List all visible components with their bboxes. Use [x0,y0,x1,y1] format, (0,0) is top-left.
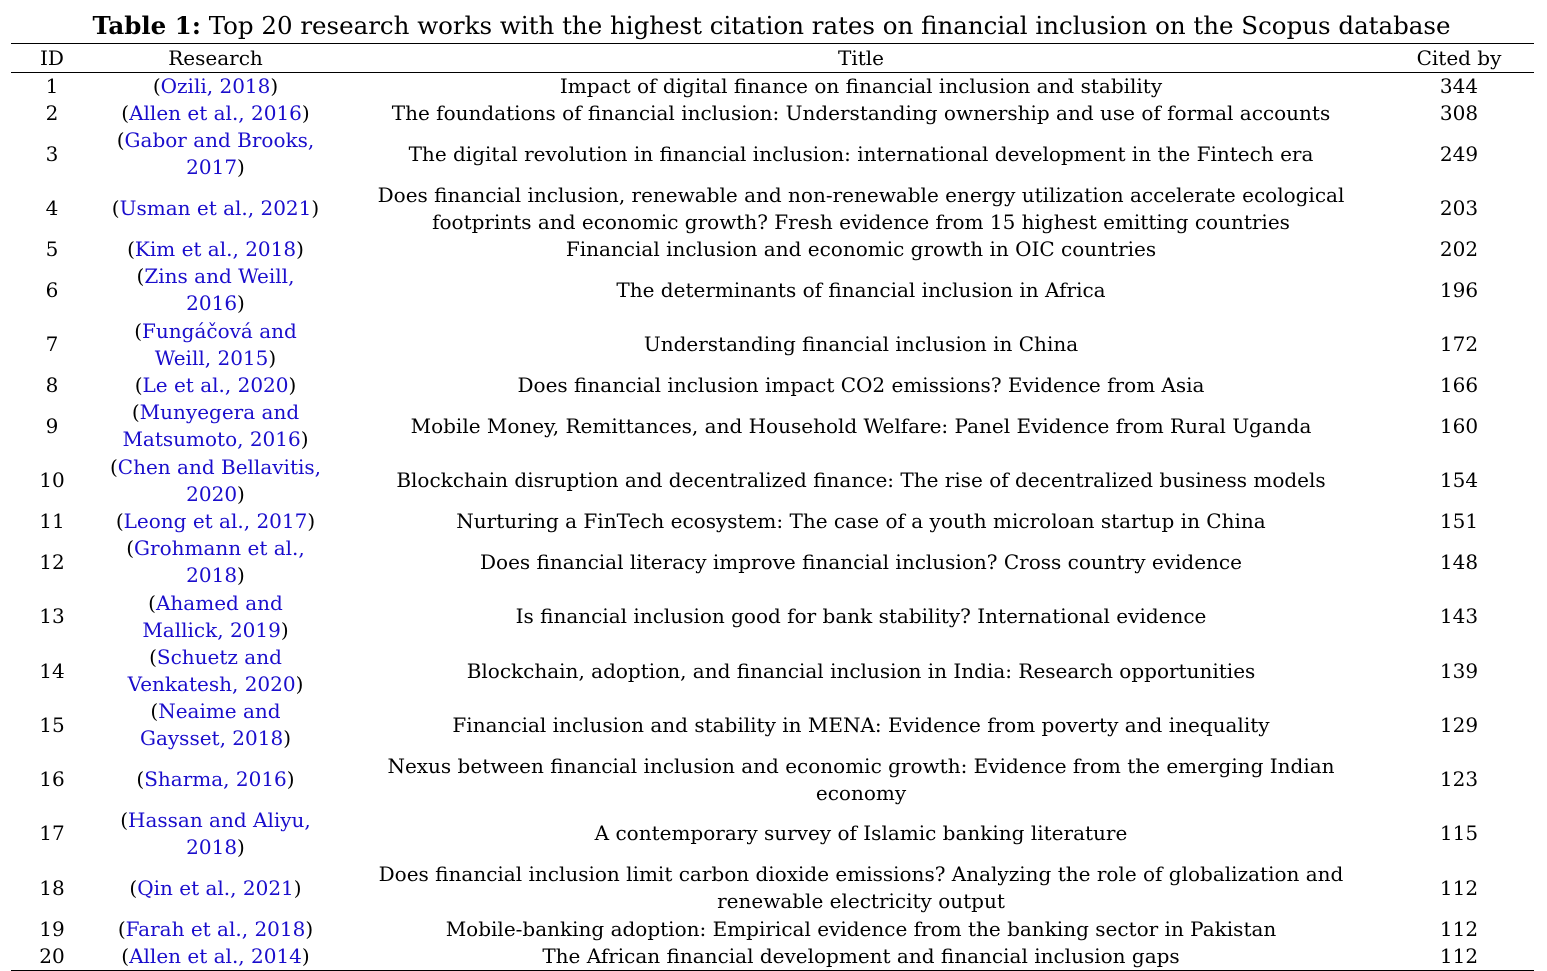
table-row [11,263,1534,317]
citation-link[interactable]: Ozili, 2018 [160,74,271,98]
research-title: Financial inclusion and economic growth in OIC countries [565,237,1157,262]
close-paren: ) [301,101,310,126]
citation-link[interactable]: Allen et al., 2014 [129,943,302,968]
research-reference[interactable] [93,236,338,263]
citation-link[interactable]: Farah et al., 2018 [125,916,306,941]
research-reference[interactable] [93,263,338,317]
close-paren: ) [300,427,309,452]
row-id: 5 [45,237,59,262]
close-paren: ) [283,726,292,751]
table-row [11,318,1534,372]
research-reference[interactable] [93,861,338,915]
research-title: Nurturing a FinTech ecosystem: The case of a youth microloan startup in China [456,509,1266,533]
research-reference[interactable] [93,318,338,372]
research-reference[interactable] [93,698,338,752]
open-paren: ( [136,767,145,792]
table-label: Table 1: [92,11,201,40]
research-title: Does financial literacy improve financial inclusion? Cross country evidence [480,549,1242,574]
close-paren: ) [305,916,314,941]
research-title: Is financial inclusion good for bank stability? International evidence [515,604,1207,629]
table-row [11,807,1534,861]
table-row [11,182,1534,236]
cited-by-count: 129 [1439,712,1479,737]
research-reference[interactable] [93,508,338,535]
citation-link[interactable]: Fungáčová and Weill, 2015 [142,318,297,370]
row-id: 1 [45,74,59,98]
research-reference[interactable] [93,73,338,101]
citation-link[interactable]: Sharma, 2016 [144,767,287,792]
research-title: Blockchain, adoption, and financial inclusion in India: Research opportunities [466,658,1256,683]
citation-link[interactable]: Zins and Weill, 2016 [144,264,295,316]
table-row [11,399,1534,453]
close-paren: ) [301,943,310,968]
row-id: 14 [39,658,65,683]
research-title: The determinants of financial inclusion in Africa [616,277,1106,302]
cited-by-count: 112 [1439,875,1479,900]
citation-link[interactable]: Leong et al., 2017 [123,509,308,533]
row-id: 3 [45,141,59,166]
citation-link[interactable]: Chen and Bellavitis, 2020 [117,454,322,506]
table-body [11,73,1534,971]
close-paren: ) [237,834,245,859]
cited-by-count: 202 [1439,237,1479,262]
open-paren: ( [149,645,157,670]
cited-by-count: 148 [1439,549,1479,574]
research-title: Does financial inclusion limit carbon dioxide emissions? Analyzing the role of globalization and renewable electricity output [378,862,1344,914]
citations-table [11,43,1534,971]
cited-by-count: 203 [1439,196,1479,221]
cited-by-count: 112 [1439,916,1479,941]
row-id: 8 [45,373,59,398]
table-caption [0,11,1543,41]
citation-link[interactable]: Allen et al., 2016 [129,101,302,126]
open-paren: ( [129,875,138,900]
citation-link[interactable]: Ahamed and Mallick, 2019 [142,590,283,642]
open-paren: ( [134,318,142,343]
research-reference[interactable] [93,399,338,453]
open-paren: ( [134,373,143,398]
research-title: Does financial inclusion, renewable and non-renewable energy utilization accelerate ecological footprints and economic growth? Fresh evidence from 15 highest emitting countries [377,182,1345,234]
cited-by-count: 160 [1439,413,1479,438]
citation-link[interactable]: Usman et al., 2021 [119,196,312,221]
open-paren: ( [111,196,120,221]
citation-link[interactable]: Hassan and Aliyu, 2018 [128,807,311,859]
close-paren: ) [288,373,297,398]
open-paren: ( [121,101,130,126]
close-paren: ) [268,345,277,370]
close-paren: ) [237,481,245,506]
open-paren: ( [116,128,125,153]
close-paren: ) [307,509,316,533]
row-id: 18 [39,875,65,900]
research-reference[interactable] [93,753,338,807]
column-header-research: Research [168,45,263,70]
research-title: Financial inclusion and stability in MENA: Evidence from poverty and inequality [452,712,1270,737]
research-reference[interactable] [93,535,338,589]
open-paren: ( [152,74,161,98]
table-caption-text: Top 20 research works with the highest citation rates on financial inclusion on the Scopus database [200,11,1451,40]
open-paren: ( [117,916,126,941]
close-paren: ) [237,563,245,588]
research-title: The African financial development and financial inclusion gaps [542,943,1180,968]
column-header-id: ID [40,45,64,70]
cited-by-count: 123 [1439,767,1479,792]
citation-link[interactable]: Qin et al., 2021 [137,875,294,900]
open-paren: ( [121,943,130,968]
citation-link[interactable]: Munyegera and Matsumoto, 2016 [122,400,301,452]
research-reference[interactable] [93,372,338,399]
research-reference[interactable] [93,454,338,508]
column-header-cited-by: Cited by [1416,45,1502,70]
cited-by-count: 115 [1439,821,1479,846]
open-paren: ( [115,509,124,533]
open-paren: ( [150,699,159,724]
close-paren: ) [295,672,304,697]
cited-by-count: 166 [1439,373,1479,398]
research-reference[interactable] [93,589,338,643]
row-id: 7 [45,332,59,357]
research-title: The digital revolution in financial inclusion: international development in the Fintech era [408,141,1314,166]
citation-link[interactable]: Le et al., 2020 [142,373,289,398]
research-title: Blockchain disruption and decentralized finance: The rise of decentralized business models [396,468,1326,493]
row-id: 4 [45,196,59,221]
row-id: 20 [39,943,65,968]
close-paren: ) [293,875,302,900]
table-row [11,100,1534,127]
row-id: 13 [39,604,65,629]
cited-by-count: 172 [1439,332,1479,357]
row-id: 19 [39,916,65,941]
open-paren: ( [131,400,140,425]
research-title: Mobile-banking adoption: Empirical evidence from the banking sector in Pakistan [445,916,1277,941]
cited-by-count: 308 [1439,101,1479,126]
citation-link[interactable]: Schuetz and Venkatesh, 2020 [127,645,296,697]
table-row [11,644,1534,698]
table-row [11,943,1534,971]
cited-by-count: 112 [1439,943,1479,968]
row-id: 6 [45,277,59,302]
table-header-row [11,44,1534,73]
open-paren: ( [136,264,145,289]
research-title: Impact of digital finance on financial inclusion and stability [559,74,1163,98]
close-paren: ) [311,196,320,221]
row-id: 10 [39,468,65,493]
research-title: Does financial inclusion impact CO2 emissions? Evidence from Asia [517,373,1205,398]
research-reference[interactable] [93,915,338,942]
table-row [11,861,1534,915]
research-reference[interactable] [93,943,338,971]
table-row [11,236,1534,263]
cited-by-count: 154 [1439,468,1479,493]
open-paren: ( [120,807,128,832]
research-reference[interactable] [93,100,338,127]
research-title: Nexus between financial inclusion and economic growth: Evidence from the emerging Indian economy [387,753,1335,805]
research-reference[interactable] [93,644,338,698]
research-title: Mobile Money, Remittances, and Household Welfare: Panel Evidence from Rural Uganda [410,413,1312,438]
research-reference[interactable] [93,127,338,181]
open-paren: ( [148,590,156,615]
research-title: Understanding financial inclusion in China [643,332,1079,357]
close-paren: ) [237,155,245,180]
research-title: The foundations of financial inclusion: Understanding ownership and use of formal accounts [391,101,1331,126]
open-paren: ( [109,454,118,479]
table-row [11,589,1534,643]
row-id: 15 [39,712,65,737]
cited-by-count: 143 [1439,604,1479,629]
research-reference[interactable] [93,182,338,236]
citation-link[interactable]: Grohmann et al., 2018 [134,536,305,588]
cited-by-count: 151 [1439,509,1479,533]
citation-link[interactable]: Gabor and Brooks, 2017 [124,128,315,180]
table-row [11,698,1534,752]
row-id: 2 [45,101,59,126]
row-id: 16 [39,767,65,792]
citation-link[interactable]: Kim et al., 2018 [134,237,297,262]
open-paren: ( [127,237,135,262]
table-row [11,127,1534,181]
table-row [11,915,1534,942]
row-id: 17 [39,821,65,846]
table-row [11,372,1534,399]
close-paren: ) [286,767,295,792]
row-id: 9 [45,413,59,438]
citation-link[interactable]: Neaime and Gaysset, 2018 [139,699,284,751]
close-paren: ) [280,617,289,642]
close-paren: ) [296,237,304,262]
research-title: A contemporary survey of Islamic banking literature [594,821,1128,846]
table-row [11,454,1534,508]
table-row [11,508,1534,535]
open-paren: ( [126,536,135,561]
close-paren: ) [270,74,279,98]
row-id: 11 [39,509,65,533]
cited-by-count: 196 [1439,277,1479,302]
cited-by-count: 139 [1439,658,1479,683]
table-row [11,73,1534,101]
research-reference[interactable] [93,807,338,861]
table-row [11,535,1534,589]
cited-by-count: 344 [1439,74,1479,98]
cited-by-count: 249 [1439,141,1479,166]
table-row [11,753,1534,807]
column-header-title: Title [837,45,884,70]
close-paren: ) [237,291,245,316]
row-id: 12 [39,549,65,574]
